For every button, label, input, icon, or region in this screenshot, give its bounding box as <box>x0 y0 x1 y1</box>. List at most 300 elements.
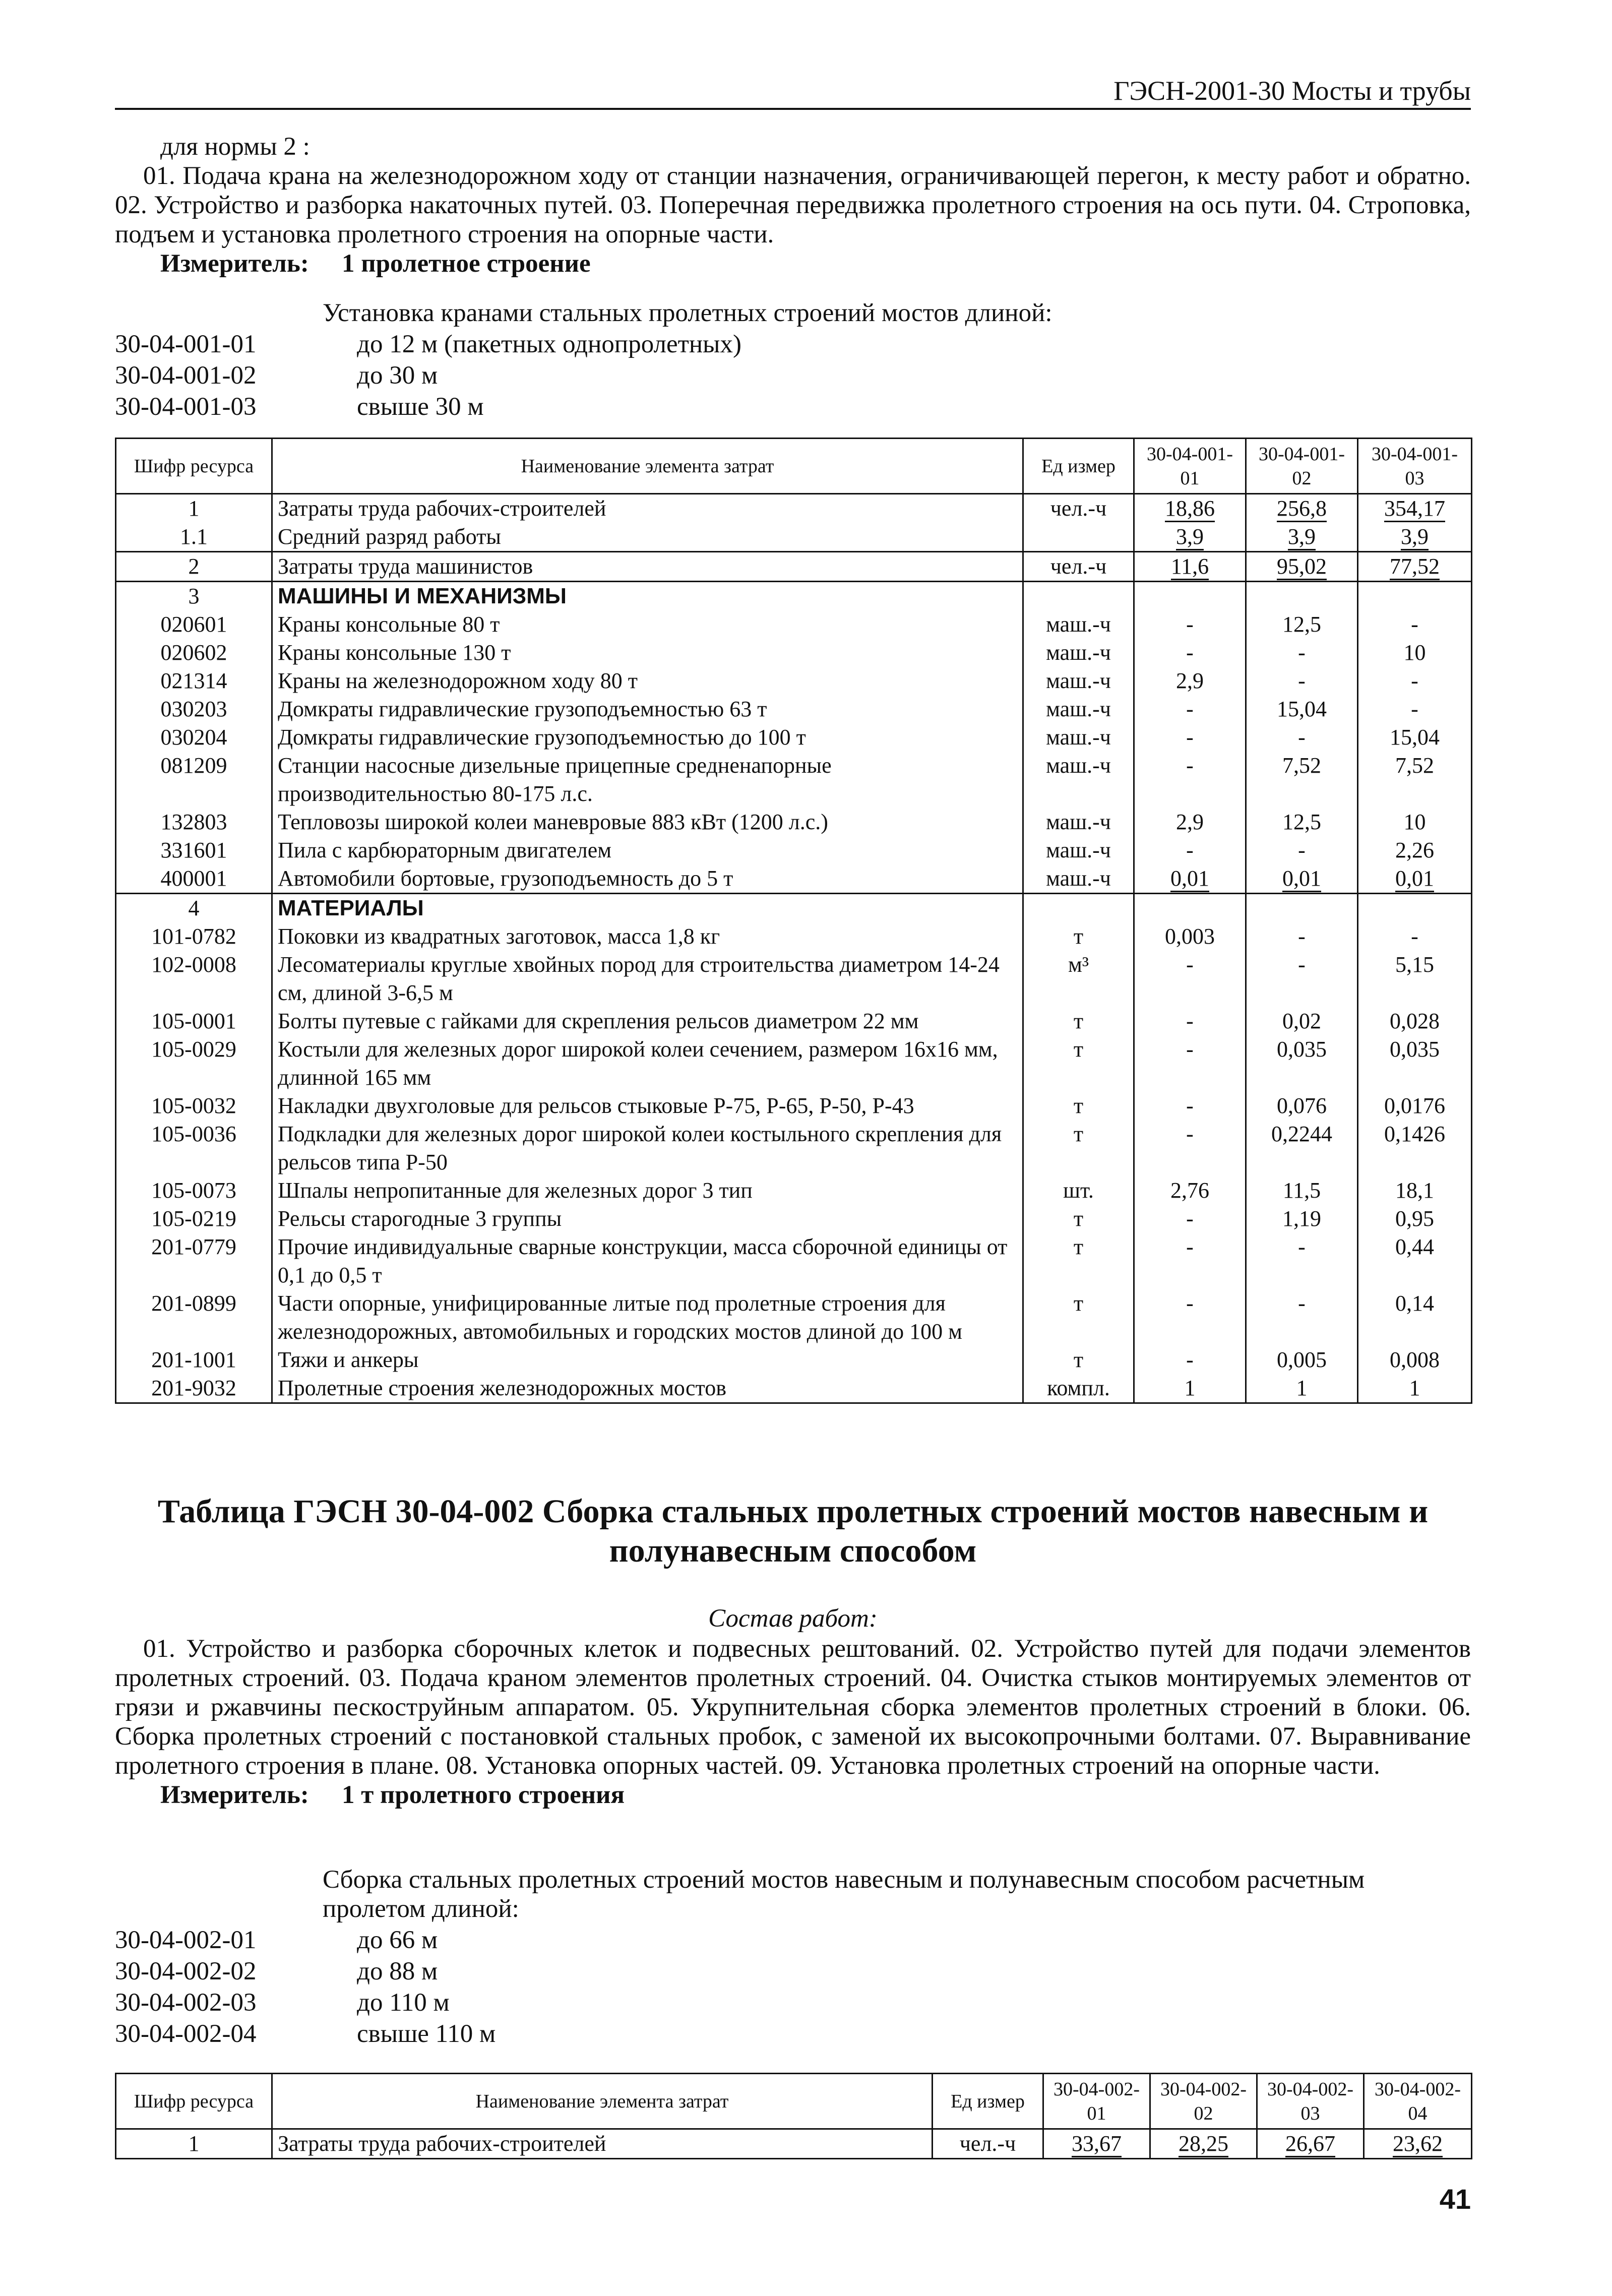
cell-code <box>116 639 272 667</box>
cell-value-1 <box>1134 894 1246 923</box>
meter-value-2: 1 т пролетного строения <box>342 1781 625 1809</box>
cell-value-2 <box>1246 951 1358 1007</box>
cell-value-2 <box>1246 610 1358 639</box>
col-header-unit: Ед измер <box>1023 439 1134 494</box>
cell-value-1-text: - <box>1186 612 1194 637</box>
cell-code-text: 3 <box>188 584 200 608</box>
table-row <box>116 695 1472 723</box>
cell-value-1 <box>1134 610 1246 639</box>
cell-value-3 <box>1358 1346 1472 1374</box>
cell-code-text: 020601 <box>160 612 227 637</box>
cell-code-text: 201-9032 <box>151 1376 236 1400</box>
cell-value-1 <box>1134 1120 1246 1176</box>
cell-value-3-text: - <box>1411 697 1418 721</box>
cell-value-2 <box>1246 922 1358 951</box>
cell-value-3 <box>1257 2129 1364 2159</box>
cell-name <box>272 752 1023 808</box>
cell-unit-text: чел.-ч <box>1050 496 1107 521</box>
norm-code: 30-04-001-03 <box>115 393 257 421</box>
cell-value-3-text: 0,008 <box>1390 1347 1440 1372</box>
cell-value-2-text: 1,19 <box>1282 1206 1321 1231</box>
table-row <box>116 1176 1472 1205</box>
cell-code-text: 105-0073 <box>151 1178 236 1203</box>
norm-code: 30-04-002-04 <box>115 2020 257 2048</box>
cell-value-1-text: 2,9 <box>1176 668 1204 693</box>
cell-unit-text: маш.-ч <box>1046 640 1111 665</box>
cell-value-3 <box>1358 667 1472 695</box>
cell-unit <box>1023 1007 1134 1035</box>
cell-value-3-text: 77,52 <box>1390 554 1440 580</box>
cell-name <box>272 864 1023 894</box>
cell-value-2-text: - <box>1298 952 1306 977</box>
meter-line <box>115 249 1471 278</box>
cell-value-1-text: - <box>1186 753 1194 778</box>
cell-name <box>272 1346 1023 1374</box>
cell-code <box>116 552 272 582</box>
table-title: Таблица ГЭСН 30-04-002 Сборка стальных пролетных строений мостов навесным и полунавесным способом <box>157 1493 1429 1569</box>
cell-code <box>116 1374 272 1403</box>
cell-code <box>116 1176 272 1205</box>
cell-unit-text: т <box>1073 1037 1084 1062</box>
norm-code-row <box>115 2018 1471 2050</box>
cell-code <box>116 610 272 639</box>
cell-code-text: 081209 <box>160 753 227 778</box>
cell-value-3 <box>1358 523 1472 552</box>
cell-value-1 <box>1134 1346 1246 1374</box>
cell-value-2 <box>1246 667 1358 695</box>
cell-value-2 <box>1246 1035 1358 1092</box>
cell-unit-text: т <box>1073 1291 1084 1316</box>
cell-value-4-text: 23,62 <box>1393 2131 1443 2157</box>
cell-name-text: Накладки двухголовые для рельсов стыковые Р-75, Р-65, Р-50, Р-43 <box>278 1093 914 1118</box>
cell-unit-text: чел.-ч <box>1050 554 1107 579</box>
cell-unit-text: т <box>1073 1347 1084 1372</box>
intro-block <box>115 132 1471 278</box>
cell-value-2-text: 28,25 <box>1179 2131 1228 2157</box>
table-row <box>116 639 1472 667</box>
cell-value-3-text: 10 <box>1403 810 1426 834</box>
cell-value-2 <box>1246 1233 1358 1289</box>
cell-value-3 <box>1358 610 1472 639</box>
cell-name-text: Затраты труда машинистов <box>278 554 533 579</box>
table-row <box>116 864 1472 894</box>
cell-value-2 <box>1246 1176 1358 1205</box>
cell-name-text: Краны на железнодорожном ходу 80 т <box>278 668 638 693</box>
cell-code-text: 400001 <box>160 866 227 891</box>
norm-code-row <box>115 1956 1471 1987</box>
cell-value-1-text: - <box>1186 1009 1194 1033</box>
cell-name <box>272 494 1023 523</box>
cell-value-1-text: - <box>1186 1347 1194 1372</box>
cell-value-3-text: 7,52 <box>1395 753 1434 778</box>
cell-name-text: Автомобили бортовые, грузоподъемность до 5 т <box>278 866 733 891</box>
cell-unit <box>933 2129 1043 2159</box>
meter-line-2 <box>115 1780 1471 1810</box>
norm-code-row <box>115 360 1471 391</box>
cell-value-1-text: 11,6 <box>1171 554 1209 580</box>
cell-value-1 <box>1134 494 1246 523</box>
cell-value-2-text: 0,035 <box>1277 1037 1327 1062</box>
cell-name-text: Затраты труда рабочих-строителей <box>278 496 606 521</box>
cell-value-1 <box>1134 667 1246 695</box>
cell-code <box>116 1035 272 1092</box>
cell-value-3 <box>1358 1205 1472 1233</box>
cell-name-text: Костыли для железных дорог широкой колеи сечением, размером 16х16 мм, длинной 165 мм <box>278 1037 998 1090</box>
cell-code-text: 201-0779 <box>151 1234 236 1259</box>
norm-desc: свыше 30 м <box>357 393 484 421</box>
table-row <box>116 610 1472 639</box>
cell-value-1 <box>1134 1007 1246 1035</box>
cell-unit <box>1023 1035 1134 1092</box>
cell-value-2 <box>1246 1289 1358 1346</box>
cell-name-text: Пила с карбюраторным двигателем <box>278 838 612 862</box>
table-row <box>116 1289 1472 1346</box>
cell-value-3-text: 0,1426 <box>1384 1122 1445 1146</box>
cell-value-2 <box>1246 1346 1358 1374</box>
cell-value-3-text: 3,9 <box>1401 524 1429 550</box>
section2-block <box>115 1634 1471 1810</box>
cell-value-2 <box>1246 639 1358 667</box>
cell-value-2-text: 0,2244 <box>1271 1122 1332 1146</box>
norm-desc: свыше 110 м <box>357 2020 496 2048</box>
cell-unit-text: т <box>1073 1234 1084 1259</box>
cell-value-1 <box>1134 808 1246 836</box>
cell-value-3-text: - <box>1411 924 1418 949</box>
cell-name <box>272 1233 1023 1289</box>
col-header-norm-3: 30-04-002-03 <box>1257 2074 1364 2129</box>
cell-value-1 <box>1134 523 1246 552</box>
table-row <box>116 1374 1472 1403</box>
cell-name-text: Лесоматериалы круглые хвойных пород для строительства диаметром 14-24 см, длиной 3-6,5 м <box>278 952 1000 1005</box>
meter-value: 1 пролетное строение <box>342 250 591 278</box>
cell-value-1-text: 2,76 <box>1170 1178 1209 1203</box>
table-header-row <box>116 439 1472 494</box>
cell-name <box>272 836 1023 864</box>
cell-value-2 <box>1246 494 1358 523</box>
col-header-name: Наименование элемента затрат <box>272 2074 933 2129</box>
norm-code: 30-04-002-01 <box>115 1926 257 1954</box>
cell-unit <box>1023 808 1134 836</box>
cell-value-2-text: - <box>1298 725 1306 750</box>
cell-name-text: Тяжи и анкеры <box>278 1347 419 1372</box>
cell-value-1-text: - <box>1186 838 1194 862</box>
cell-code <box>116 667 272 695</box>
cell-value-1-text: 18,86 <box>1165 496 1215 522</box>
cell-unit-text: маш.-ч <box>1046 866 1111 891</box>
col-header-norm-1: 30-04-002-01 <box>1043 2074 1150 2129</box>
cell-name <box>272 2129 933 2159</box>
cell-unit <box>1023 1374 1134 1403</box>
cell-value-2 <box>1246 864 1358 894</box>
cell-value-3 <box>1358 752 1472 808</box>
cell-value-3-text: 0,028 <box>1390 1009 1440 1033</box>
norm-desc: до 66 м <box>357 1926 438 1954</box>
cell-value-3 <box>1358 894 1472 923</box>
cell-code <box>116 1007 272 1035</box>
cell-unit-text: т <box>1073 1206 1084 1231</box>
cell-unit-text: компл. <box>1047 1376 1110 1400</box>
cell-value-2-text: 3,9 <box>1288 524 1316 550</box>
cell-unit-text: т <box>1073 1009 1084 1033</box>
for-norm-label: для нормы 2 : <box>160 133 310 161</box>
cell-name <box>272 1176 1023 1205</box>
cell-value-2-text: 12,5 <box>1282 810 1321 834</box>
cell-name <box>272 894 1023 923</box>
table-row <box>116 723 1472 752</box>
cell-unit <box>1023 582 1134 611</box>
cell-value-2 <box>1246 1092 1358 1120</box>
cell-value-3 <box>1358 723 1472 752</box>
norm-code-list-2 <box>115 1925 1471 2050</box>
header-title: ГЭСН-2001-30 Мосты и трубы <box>1113 76 1471 106</box>
cell-unit <box>1023 1346 1134 1374</box>
cell-code <box>116 1120 272 1176</box>
running-header <box>115 76 1471 110</box>
col-header-norm-3: 30-04-001-03 <box>1358 439 1472 494</box>
cell-unit <box>1023 951 1134 1007</box>
col-header-norm-1: 30-04-001-01 <box>1134 439 1246 494</box>
cell-unit-text: т <box>1073 1122 1084 1146</box>
norm-table-30-04-002 <box>115 2073 1472 2159</box>
cell-value-3 <box>1358 1092 1472 1120</box>
table-row <box>116 752 1472 808</box>
table-row <box>116 808 1472 836</box>
cell-value-1-text: 2,9 <box>1176 810 1204 834</box>
table-row <box>116 951 1472 1007</box>
cell-value-1 <box>1134 1205 1246 1233</box>
norm-code-row <box>115 329 1471 360</box>
norm-code: 30-04-002-02 <box>115 1957 257 1985</box>
norm-code-row <box>115 1987 1471 2018</box>
cell-value-3-text: 15,04 <box>1390 725 1440 750</box>
cell-code-text: 1 <box>188 2131 200 2156</box>
table-row <box>116 1007 1472 1035</box>
table-row <box>116 1035 1472 1092</box>
norm-desc: до 110 м <box>357 1989 450 2017</box>
cell-name-text: Краны консольные 130 т <box>278 640 511 665</box>
cell-code-text: 102-0008 <box>151 952 236 977</box>
cell-name <box>272 1035 1023 1092</box>
cell-value-3-text: - <box>1411 612 1418 637</box>
cell-code-text: 105-0029 <box>151 1037 236 1062</box>
cell-value-1-text: - <box>1186 697 1194 721</box>
cell-value-3 <box>1358 494 1472 523</box>
cell-code-text: 201-0899 <box>151 1291 236 1316</box>
cell-unit-text: чел.-ч <box>959 2131 1016 2156</box>
cell-value-2 <box>1246 1007 1358 1035</box>
cell-value-3 <box>1358 1035 1472 1092</box>
cell-value-2-text: 95,02 <box>1277 554 1327 580</box>
cell-unit-text: маш.-ч <box>1046 810 1111 834</box>
cell-value-2 <box>1246 808 1358 836</box>
cell-unit <box>1023 1092 1134 1120</box>
cell-code <box>116 1092 272 1120</box>
norm-table-30-04-001 <box>115 438 1472 1404</box>
cell-value-2-text: 12,5 <box>1282 612 1321 637</box>
cell-value-1-text: - <box>1186 952 1194 977</box>
cell-value-1 <box>1134 695 1246 723</box>
cell-value-1 <box>1134 1176 1246 1205</box>
cell-name <box>272 1374 1023 1403</box>
cell-code-text: 020602 <box>160 640 227 665</box>
table-row <box>116 1205 1472 1233</box>
cell-value-2 <box>1246 1205 1358 1233</box>
table-row <box>116 1233 1472 1289</box>
cell-value-1 <box>1134 922 1246 951</box>
table-row <box>116 667 1472 695</box>
cell-unit <box>1023 639 1134 667</box>
cell-unit <box>1023 695 1134 723</box>
table-row <box>116 1346 1472 1374</box>
cell-value-3 <box>1358 552 1472 582</box>
cell-name-text: Тепловозы широкой колеи маневровые 883 кВт (1200 л.с.) <box>278 810 828 834</box>
cell-value-3-text: 2,26 <box>1395 838 1434 862</box>
cell-name-text: Станции насосные дизельные прицепные средненапорные производительностью 80-175 л.с. <box>278 753 832 806</box>
cell-value-1 <box>1134 1233 1246 1289</box>
cell-name-text: Шпалы непропитанные для железных дорог 3 тип <box>278 1178 753 1203</box>
cell-value-3-text: 0,01 <box>1395 866 1434 892</box>
cell-name <box>272 1007 1023 1035</box>
cell-name <box>272 610 1023 639</box>
cell-code <box>116 1289 272 1346</box>
cell-name <box>272 1205 1023 1233</box>
cell-value-2-text: 0,005 <box>1277 1347 1327 1372</box>
cell-value-2-text: 0,076 <box>1277 1093 1327 1118</box>
cell-name <box>272 1092 1023 1120</box>
work-composition-text-2: 01. Устройство и разборка сборочных клеток и подвесных рештований. 02. Устройство путей для подачи элементов пролетных строений. 03. Подача краном элементов пролетных строений. 04. Очистка стыков монтируемых элементов от грязи и ржавчины пескоструйным аппаратом. 05. Укрупнительная сборка элементов пролетных строений в блоки. 06. Сборка пролетных строений с постановкой стальных пробок, с заменой их высокопрочными болтами. 07. Выравнивание пролетного строения в плане. 08. Установка опорных частей. 09. Установка пролетных строений на опорные части. <box>115 1635 1471 1780</box>
cell-value-3-text: - <box>1411 668 1418 693</box>
cell-name <box>272 922 1023 951</box>
cell-unit <box>1023 894 1134 923</box>
cell-name-text: Рельсы старогодные 3 группы <box>278 1206 562 1231</box>
cell-unit-text: маш.-ч <box>1046 668 1111 693</box>
cell-name <box>272 1120 1023 1176</box>
cell-value-2 <box>1246 1120 1358 1176</box>
norm-code-list <box>115 329 1471 422</box>
cell-unit-text: маш.-ч <box>1046 838 1111 862</box>
cell-value-1-text: - <box>1186 1234 1194 1259</box>
cell-code <box>116 582 272 611</box>
cell-code-text: 132803 <box>160 810 227 834</box>
cell-value-2 <box>1246 695 1358 723</box>
cell-unit <box>1023 523 1134 552</box>
cell-value-1-text: 0,003 <box>1165 924 1215 949</box>
col-header-unit: Ед измер <box>933 2074 1043 2129</box>
cell-value-3 <box>1358 1374 1472 1403</box>
cell-unit <box>1023 752 1134 808</box>
cell-name <box>272 1289 1023 1346</box>
table-row <box>116 582 1472 611</box>
cell-value-2-text: 11,5 <box>1282 1178 1321 1203</box>
cell-unit-text: маш.-ч <box>1046 612 1111 637</box>
cell-name-text: МАТЕРИАЛЫ <box>278 896 424 920</box>
cell-code <box>116 1205 272 1233</box>
cell-value-1 <box>1134 582 1246 611</box>
table-body <box>116 2129 1472 2159</box>
cell-unit <box>1023 494 1134 523</box>
cell-unit <box>1023 1205 1134 1233</box>
table-row <box>116 2129 1472 2159</box>
cell-name <box>272 951 1023 1007</box>
table-row <box>116 836 1472 864</box>
cell-value-3 <box>1358 695 1472 723</box>
cell-value-3-text: 0,95 <box>1395 1206 1434 1231</box>
cell-code <box>116 951 272 1007</box>
cell-value-1 <box>1134 552 1246 582</box>
cell-value-3-text: 0,035 <box>1390 1037 1440 1062</box>
cell-name-text: Домкраты гидравлические грузоподъемностью 63 т <box>278 697 767 721</box>
cell-value-3-text: 0,14 <box>1395 1291 1434 1316</box>
cell-name-text: МАШИНЫ И МЕХАНИЗМЫ <box>278 584 567 608</box>
cell-code <box>116 864 272 894</box>
col-header-norm-2: 30-04-002-02 <box>1150 2074 1257 2129</box>
cell-name <box>272 552 1023 582</box>
norm-code-row <box>115 391 1471 422</box>
cell-unit <box>1023 552 1134 582</box>
cell-code-text: 331601 <box>160 838 227 862</box>
cell-value-2-text: 0,02 <box>1282 1009 1321 1033</box>
cell-name <box>272 695 1023 723</box>
cell-value-2-text: - <box>1298 1234 1306 1259</box>
norm-desc: до 30 м <box>357 361 438 390</box>
cell-unit <box>1023 922 1134 951</box>
cell-value-2-text: 0,01 <box>1282 866 1321 892</box>
cell-name-text: Пролетные строения железнодорожных мостов <box>278 1376 726 1400</box>
cell-value-3-text: 26,67 <box>1285 2131 1335 2157</box>
cell-name <box>272 667 1023 695</box>
cell-value-2-text: - <box>1298 838 1306 862</box>
cell-code <box>116 752 272 808</box>
col-header-norm-4: 30-04-002-04 <box>1364 2074 1472 2129</box>
cell-name <box>272 723 1023 752</box>
cell-unit-text: т <box>1073 924 1084 949</box>
cell-value-1 <box>1134 639 1246 667</box>
cell-code <box>116 894 272 923</box>
work-composition-text: 01. Подача крана на железнодорожном ходу от станции назначения, ограничивающей перегон, к месту работ и обратно. 02. Устройство и разборка накаточных путей. 03. Поперечная передвижка пролетного строения на ось пути. 04. Строповка, подъем и установка пролетного строения на опорные части. <box>115 162 1471 249</box>
cell-value-1-text: - <box>1186 1206 1194 1231</box>
table-row <box>116 1092 1472 1120</box>
cell-value-3 <box>1358 864 1472 894</box>
cell-value-3-text: 1 <box>1409 1376 1420 1400</box>
table-row <box>116 552 1472 582</box>
cell-value-1 <box>1134 1374 1246 1403</box>
cell-unit <box>1023 1233 1134 1289</box>
cell-value-1 <box>1043 2129 1150 2159</box>
col-header-code: Шифр ресурса <box>116 2074 272 2129</box>
cell-code-text: 2 <box>188 554 200 579</box>
table-header-row <box>116 2074 1472 2129</box>
cell-unit <box>1023 864 1134 894</box>
cell-unit <box>1023 1176 1134 1205</box>
cell-code <box>116 1233 272 1289</box>
cell-value-3 <box>1358 1289 1472 1346</box>
cell-value-1 <box>1134 1035 1246 1092</box>
cell-unit-text: маш.-ч <box>1046 697 1111 721</box>
col-header-code: Шифр ресурса <box>116 439 272 494</box>
cell-code <box>116 523 272 552</box>
cell-value-3 <box>1358 1120 1472 1176</box>
cell-value-1-text: - <box>1186 1037 1194 1062</box>
cell-code-text: 201-1001 <box>151 1347 236 1372</box>
cell-code-text: 030203 <box>160 697 227 721</box>
cell-value-2 <box>1246 1374 1358 1403</box>
cell-value-1-text: 1 <box>1184 1376 1196 1400</box>
cell-unit <box>1023 1289 1134 1346</box>
cell-value-2 <box>1246 552 1358 582</box>
cell-value-1 <box>1134 836 1246 864</box>
cell-name-text: Поковки из квадратных заготовок, масса 1,8 кг <box>278 924 720 949</box>
cell-value-1-text: 33,67 <box>1072 2131 1122 2157</box>
